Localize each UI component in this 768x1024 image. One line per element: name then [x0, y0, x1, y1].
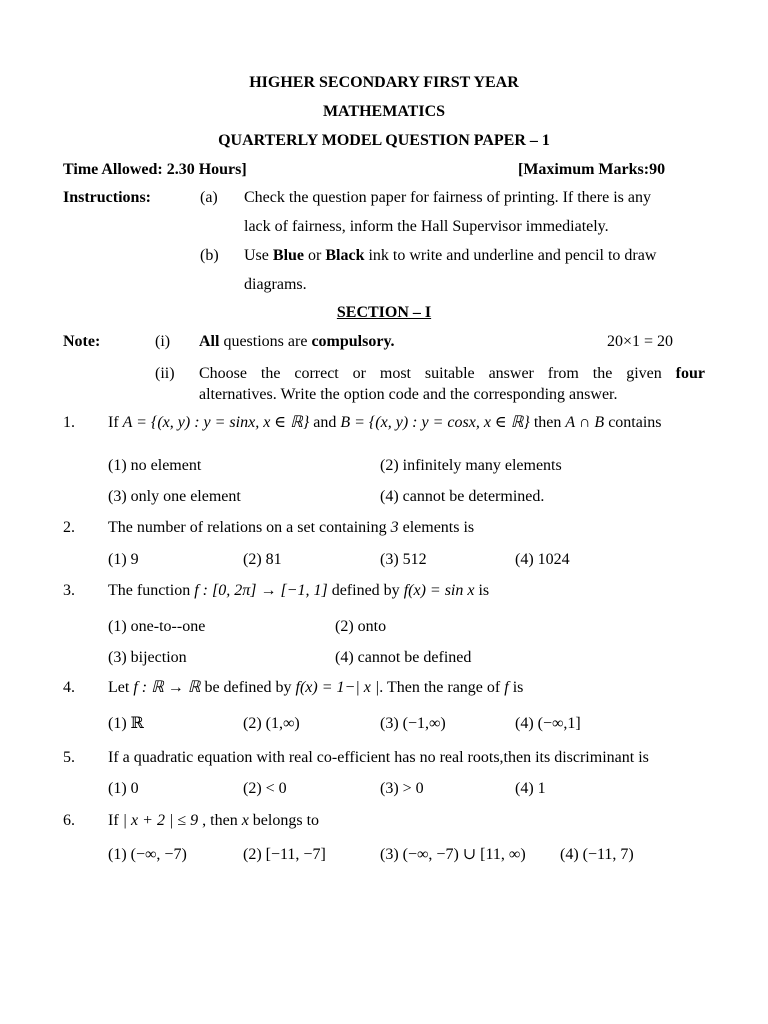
note-label: Note:	[63, 333, 101, 350]
instructions-label: Instructions:	[63, 189, 152, 206]
note-ii-four: four	[675, 365, 705, 382]
question-5-text: If a quadratic equation with real co-efficient has no real roots,then its discriminant is	[108, 749, 649, 766]
q3-math2: f(x) = sin x	[403, 582, 475, 599]
question-number: 5.	[63, 749, 75, 766]
option: (4) (−∞,1]	[515, 715, 581, 732]
option: (2) onto	[335, 618, 387, 635]
question-number: 6.	[63, 812, 75, 829]
q1-set-b: B = {(x, y) : y = cosx, x ∈ ℝ}	[340, 414, 530, 431]
note-i-marks: 20×1 = 20	[607, 333, 674, 350]
q1-pre: If	[108, 414, 123, 431]
question-3-text	[108, 581, 489, 601]
q6-math: | x + 2 | ≤ 9	[122, 812, 199, 829]
q3-math: f : [0, 2π] → [−1, 1]	[194, 582, 328, 599]
question-2-text	[108, 518, 474, 538]
note-ii-line1-pre: Choose the correct or most suitable answer from the given	[199, 365, 676, 382]
question-6-text	[108, 811, 319, 831]
option: (2) infinitely many elements	[380, 457, 562, 474]
q3-mid: defined by	[327, 582, 404, 599]
q4-pre: Let	[108, 679, 134, 696]
note-i-label: (i)	[155, 333, 171, 350]
q3-pre: The function	[108, 582, 195, 599]
option: (3) bijection	[108, 649, 187, 666]
option: (4) cannot be determined.	[380, 488, 545, 505]
question-number: 4.	[63, 679, 75, 696]
note-ii-line2: alternatives. Write the option code and the corresponding answer.	[199, 386, 618, 403]
maximum-marks: [Maximum Marks:90	[518, 161, 666, 178]
option: (1) ℝ	[108, 715, 144, 732]
option: (2) [−11, −7]	[243, 846, 326, 863]
option: (2) < 0	[243, 780, 287, 797]
question-1-text	[108, 413, 662, 433]
q4-math2: f(x) = 1−| x |	[295, 679, 380, 696]
instruction-b-pre: Use	[244, 247, 273, 264]
option: (1) (−∞, −7)	[108, 846, 187, 863]
option: (4) (−11, 7)	[560, 846, 634, 863]
q2-post: elements is	[398, 519, 475, 536]
instruction-a-line2: lack of fairness, inform the Hall Supervisor immediately.	[244, 218, 609, 235]
question-number: 2.	[63, 519, 75, 536]
instruction-b-line2: diagrams.	[244, 276, 307, 293]
note-i-compulsory: compulsory.	[311, 333, 395, 350]
q1-intersection: A ∩ B	[565, 414, 605, 431]
q4-math3: f	[504, 679, 509, 696]
option: (1) one-to--one	[108, 618, 206, 635]
question-4-text	[108, 678, 523, 698]
option: (4) cannot be defined	[335, 649, 472, 666]
option: (2) (1,∞)	[243, 715, 300, 732]
option: (2) 81	[243, 551, 282, 568]
section-title: SECTION – I	[336, 304, 432, 321]
option: (3) 512	[380, 551, 427, 568]
option: (1) 9	[108, 551, 139, 568]
instruction-b-post: ink to write and underline and pencil to draw	[364, 247, 657, 264]
q4-mid2: . Then the range of	[379, 679, 505, 696]
q2-pre: The number of relations on a set containing	[108, 519, 391, 536]
instruction-b-or: or	[304, 247, 326, 264]
q1-then: then	[529, 414, 566, 431]
note-i-text	[199, 332, 395, 352]
option: (3) (−1,∞)	[380, 715, 446, 732]
time-allowed: Time Allowed: 2.30 Hours]	[63, 161, 247, 178]
option: (1) no element	[108, 457, 202, 474]
option: (3) (−∞, −7) ∪ [11, ∞)	[380, 846, 526, 863]
paper-heading-title: QUARTERLY MODEL QUESTION PAPER – 1	[218, 132, 550, 149]
q6-post: belongs to	[248, 812, 320, 829]
instruction-b-blue: Blue	[272, 247, 305, 264]
paper-heading-subject: MATHEMATICS	[322, 103, 446, 120]
note-i-all: All	[199, 333, 220, 350]
instruction-a-line1: Check the question paper for fairness of printing. If there is any	[244, 189, 651, 206]
option: (4) 1024	[515, 551, 570, 568]
note-ii-line1	[199, 364, 705, 384]
option: (4) 1	[515, 780, 546, 797]
note-ii-label: (ii)	[155, 365, 175, 382]
q6-math2: x	[241, 812, 249, 829]
q1-and: and	[309, 414, 341, 431]
q2-math: 3	[390, 519, 399, 536]
q6-pre: If	[108, 812, 123, 829]
instruction-b-label: (b)	[200, 247, 219, 264]
option: (3) > 0	[380, 780, 424, 797]
instruction-a-label: (a)	[200, 189, 218, 206]
q6-mid: , then	[198, 812, 242, 829]
q3-post: is	[474, 582, 490, 599]
question-number: 1.	[63, 414, 75, 431]
question-number: 3.	[63, 582, 75, 599]
option: (3) only one element	[108, 488, 241, 505]
instruction-b-black: Black	[325, 247, 365, 264]
q4-math: f : ℝ → ℝ	[133, 679, 201, 696]
q4-mid: be defined by	[200, 679, 296, 696]
note-i-mid: questions are	[219, 333, 312, 350]
option: (1) 0	[108, 780, 139, 797]
instruction-b-line1	[244, 246, 656, 266]
q1-post: contains	[604, 414, 662, 431]
q1-set-a: A = {(x, y) : y = sinx, x ∈ ℝ}	[122, 414, 310, 431]
q4-post: is	[508, 679, 524, 696]
paper-heading-class: HIGHER SECONDARY FIRST YEAR	[249, 74, 519, 91]
